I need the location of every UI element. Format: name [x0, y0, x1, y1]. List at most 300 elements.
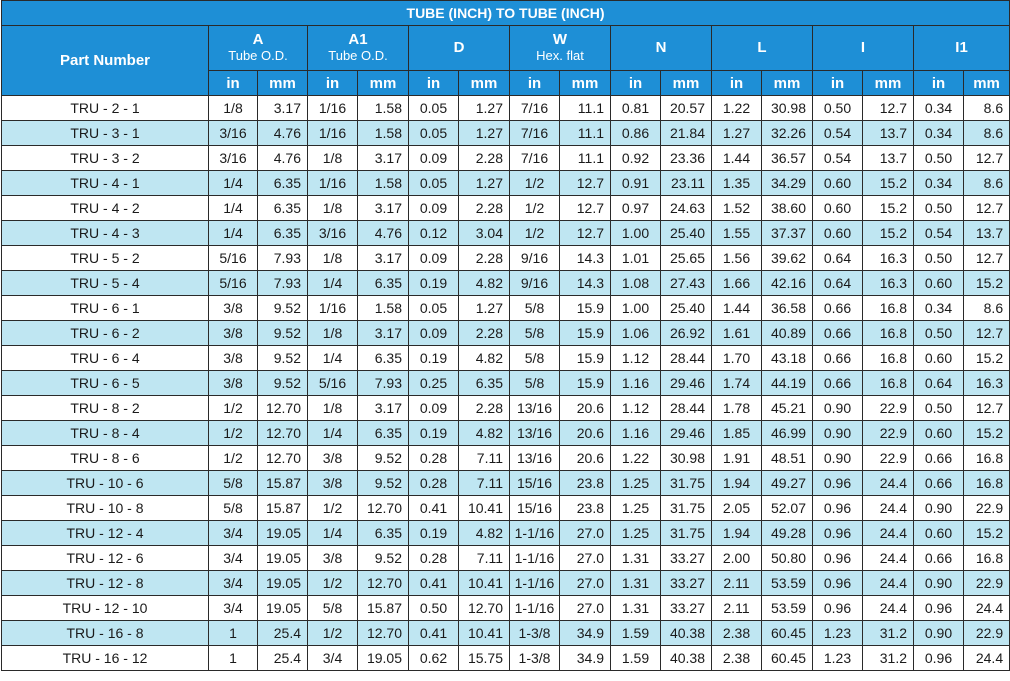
inch-cell: 0.96 — [914, 646, 964, 671]
mm-cell: 12.7 — [863, 96, 914, 121]
inch-cell: 1/2 — [308, 621, 358, 646]
mm-cell: 2.28 — [459, 146, 510, 171]
inch-cell: 1/8 — [209, 96, 258, 121]
mm-cell: 12.7 — [560, 196, 611, 221]
inch-cell: 1.94 — [712, 471, 762, 496]
mm-cell: 9.52 — [358, 546, 409, 571]
inch-cell: 1.55 — [712, 221, 762, 246]
inch-cell: 3/4 — [209, 546, 258, 571]
mm-cell: 24.4 — [863, 571, 914, 596]
mm-cell: 4.82 — [459, 421, 510, 446]
inch-cell: 1.25 — [611, 521, 661, 546]
inch-cell: 0.86 — [611, 121, 661, 146]
mm-cell: 22.9 — [863, 446, 914, 471]
mm-cell: 13.7 — [863, 121, 914, 146]
inch-cell: 7/16 — [510, 121, 560, 146]
inch-cell: 1.22 — [611, 446, 661, 471]
mm-cell: 27.0 — [560, 596, 611, 621]
mm-cell: 20.6 — [560, 396, 611, 421]
inch-cell: 0.05 — [409, 296, 459, 321]
mm-cell: 19.05 — [258, 546, 308, 571]
table-row — [2, 121, 1010, 146]
mm-cell: 22.9 — [964, 571, 1010, 596]
table-row — [2, 346, 1010, 371]
inch-cell: 0.66 — [813, 321, 863, 346]
inch-cell: 0.12 — [409, 221, 459, 246]
mm-cell: 39.62 — [762, 246, 813, 271]
unit-header: in — [611, 71, 661, 96]
column-group-header — [813, 26, 914, 71]
mm-cell: 25.4 — [258, 621, 308, 646]
mm-cell: 12.7 — [964, 246, 1010, 271]
inch-cell: 1.23 — [813, 646, 863, 671]
table-row — [2, 646, 1010, 671]
inch-cell: 3/8 — [209, 296, 258, 321]
inch-cell: 1.12 — [611, 396, 661, 421]
inch-cell: 1-1/16 — [510, 596, 560, 621]
part-number-cell: TRU - 6 - 4 — [2, 346, 209, 371]
inch-cell: 13/16 — [510, 421, 560, 446]
mm-cell: 20.6 — [560, 421, 611, 446]
mm-cell: 3.17 — [358, 146, 409, 171]
inch-cell: 5/16 — [209, 271, 258, 296]
inch-cell: 1.66 — [712, 271, 762, 296]
mm-cell: 12.70 — [459, 596, 510, 621]
part-number-cell: TRU - 12 - 6 — [2, 546, 209, 571]
inch-cell: 0.64 — [813, 271, 863, 296]
mm-cell: 15.2 — [964, 271, 1010, 296]
inch-cell: 0.19 — [409, 271, 459, 296]
table-row — [2, 146, 1010, 171]
mm-cell: 40.89 — [762, 321, 813, 346]
mm-cell: 6.35 — [358, 521, 409, 546]
mm-cell: 16.8 — [863, 321, 914, 346]
column-group-header — [409, 26, 510, 71]
mm-cell: 1.58 — [358, 171, 409, 196]
mm-cell: 4.82 — [459, 521, 510, 546]
inch-cell: 1.35 — [712, 171, 762, 196]
inch-cell: 0.96 — [914, 596, 964, 621]
mm-cell: 20.6 — [560, 446, 611, 471]
mm-cell: 6.35 — [258, 196, 308, 221]
column-group-header — [308, 26, 409, 71]
mm-cell: 16.8 — [964, 546, 1010, 571]
table-row — [2, 371, 1010, 396]
mm-cell: 16.8 — [964, 471, 1010, 496]
inch-cell: 0.19 — [409, 521, 459, 546]
mm-cell: 24.4 — [863, 521, 914, 546]
inch-cell: 1/16 — [308, 96, 358, 121]
mm-cell: 14.3 — [560, 271, 611, 296]
mm-cell: 25.40 — [661, 296, 712, 321]
unit-header: mm — [863, 71, 914, 96]
mm-cell: 12.7 — [964, 196, 1010, 221]
inch-cell: 0.60 — [914, 521, 964, 546]
inch-cell: 0.41 — [409, 621, 459, 646]
inch-cell: 0.91 — [611, 171, 661, 196]
table-row — [2, 496, 1010, 521]
mm-cell: 23.36 — [661, 146, 712, 171]
mm-cell: 22.9 — [964, 496, 1010, 521]
inch-cell: 3/8 — [308, 471, 358, 496]
mm-cell: 9.52 — [258, 346, 308, 371]
table-row — [2, 396, 1010, 421]
inch-cell: 15/16 — [510, 496, 560, 521]
inch-cell: 0.60 — [813, 221, 863, 246]
mm-cell: 1.27 — [459, 121, 510, 146]
table-row — [2, 571, 1010, 596]
mm-cell: 6.35 — [358, 271, 409, 296]
part-number-cell: TRU - 12 - 10 — [2, 596, 209, 621]
mm-cell: 53.59 — [762, 571, 813, 596]
mm-cell: 16.8 — [863, 371, 914, 396]
column-group-header — [611, 26, 712, 71]
mm-cell: 15.75 — [459, 646, 510, 671]
mm-cell: 3.17 — [358, 321, 409, 346]
inch-cell: 1/8 — [308, 396, 358, 421]
mm-cell: 25.65 — [661, 246, 712, 271]
mm-cell: 8.6 — [964, 96, 1010, 121]
inch-cell: 1.70 — [712, 346, 762, 371]
table-title: TUBE (INCH) TO TUBE (INCH) — [2, 1, 1010, 26]
mm-cell: 13.7 — [964, 221, 1010, 246]
part-number-cell: TRU - 10 - 6 — [2, 471, 209, 496]
inch-cell: 1/8 — [308, 321, 358, 346]
mm-cell: 60.45 — [762, 621, 813, 646]
part-number-cell: TRU - 8 - 4 — [2, 421, 209, 446]
table-row — [2, 546, 1010, 571]
mm-cell: 1.58 — [358, 296, 409, 321]
inch-cell: 3/8 — [308, 546, 358, 571]
inch-cell: 0.54 — [914, 221, 964, 246]
inch-cell: 1/2 — [510, 221, 560, 246]
inch-cell: 0.41 — [409, 571, 459, 596]
mm-cell: 10.41 — [459, 571, 510, 596]
column-group-sublabel: Hex. flat — [536, 48, 584, 63]
mm-cell: 3.17 — [358, 396, 409, 421]
inch-cell: 0.28 — [409, 546, 459, 571]
inch-cell: 1.25 — [611, 496, 661, 521]
inch-cell: 0.50 — [409, 596, 459, 621]
inch-cell: 0.90 — [813, 421, 863, 446]
mm-cell: 30.98 — [661, 446, 712, 471]
mm-cell: 50.80 — [762, 546, 813, 571]
mm-cell: 45.21 — [762, 396, 813, 421]
inch-cell: 1.59 — [611, 621, 661, 646]
mm-cell: 33.27 — [661, 571, 712, 596]
inch-cell: 3/8 — [209, 346, 258, 371]
mm-cell: 1.27 — [459, 296, 510, 321]
inch-cell: 2.38 — [712, 646, 762, 671]
mm-cell: 28.44 — [661, 346, 712, 371]
inch-cell: 1/4 — [308, 271, 358, 296]
mm-cell: 2.28 — [459, 321, 510, 346]
mm-cell: 9.52 — [258, 296, 308, 321]
mm-cell: 4.76 — [258, 146, 308, 171]
inch-cell: 0.81 — [611, 96, 661, 121]
inch-cell: 1-1/16 — [510, 546, 560, 571]
mm-cell: 34.9 — [560, 646, 611, 671]
mm-cell: 60.45 — [762, 646, 813, 671]
inch-cell: 2.00 — [712, 546, 762, 571]
mm-cell: 2.28 — [459, 246, 510, 271]
mm-cell: 6.35 — [358, 421, 409, 446]
mm-cell: 24.4 — [964, 646, 1010, 671]
inch-cell: 0.09 — [409, 321, 459, 346]
table-row — [2, 271, 1010, 296]
part-number-cell: TRU - 6 - 1 — [2, 296, 209, 321]
inch-cell: 5/8 — [209, 471, 258, 496]
inch-cell: 0.05 — [409, 171, 459, 196]
mm-cell: 31.2 — [863, 646, 914, 671]
mm-cell: 3.17 — [258, 96, 308, 121]
inch-cell: 3/4 — [209, 571, 258, 596]
part-number-cell: TRU - 4 - 3 — [2, 221, 209, 246]
unit-header: mm — [964, 71, 1010, 96]
inch-cell: 1.16 — [611, 371, 661, 396]
inch-cell: 13/16 — [510, 396, 560, 421]
inch-cell: 1/16 — [308, 121, 358, 146]
inch-cell: 0.05 — [409, 121, 459, 146]
inch-cell: 0.50 — [914, 396, 964, 421]
inch-cell: 0.60 — [914, 271, 964, 296]
inch-cell: 1.31 — [611, 546, 661, 571]
mm-cell: 15.2 — [964, 521, 1010, 546]
inch-cell: 0.66 — [813, 371, 863, 396]
inch-cell: 1.16 — [611, 421, 661, 446]
inch-cell: 7/16 — [510, 146, 560, 171]
mm-cell: 15.9 — [560, 321, 611, 346]
mm-cell: 15.2 — [964, 346, 1010, 371]
mm-cell: 25.4 — [258, 646, 308, 671]
mm-cell: 19.05 — [258, 571, 308, 596]
column-group-sublabel: Tube O.D. — [228, 48, 288, 63]
mm-cell: 44.19 — [762, 371, 813, 396]
mm-cell: 23.8 — [560, 471, 611, 496]
inch-cell: 1/2 — [308, 571, 358, 596]
mm-cell: 19.05 — [258, 521, 308, 546]
mm-cell: 1.27 — [459, 96, 510, 121]
column-group-label: L — [757, 39, 767, 56]
mm-cell: 15.2 — [863, 171, 914, 196]
inch-cell: 0.50 — [813, 96, 863, 121]
inch-cell: 3/8 — [308, 446, 358, 471]
mm-cell: 15.87 — [258, 471, 308, 496]
column-group-header — [712, 26, 813, 71]
part-number-cell: TRU - 6 - 5 — [2, 371, 209, 396]
mm-cell: 1.58 — [358, 121, 409, 146]
inch-cell: 0.60 — [914, 421, 964, 446]
mm-cell: 16.3 — [863, 246, 914, 271]
table-row — [2, 96, 1010, 121]
mm-cell: 2.28 — [459, 196, 510, 221]
mm-cell: 15.87 — [258, 496, 308, 521]
mm-cell: 27.43 — [661, 271, 712, 296]
mm-cell: 23.8 — [560, 496, 611, 521]
inch-cell: 0.96 — [813, 571, 863, 596]
unit-header: mm — [560, 71, 611, 96]
mm-cell: 12.7 — [964, 396, 1010, 421]
inch-cell: 9/16 — [510, 246, 560, 271]
inch-cell: 0.90 — [813, 446, 863, 471]
inch-cell: 0.28 — [409, 446, 459, 471]
part-number-cell: TRU - 16 - 8 — [2, 621, 209, 646]
inch-cell: 1.25 — [611, 471, 661, 496]
inch-cell: 0.19 — [409, 421, 459, 446]
mm-cell: 12.70 — [358, 621, 409, 646]
mm-cell: 36.58 — [762, 296, 813, 321]
mm-cell: 32.26 — [762, 121, 813, 146]
mm-cell: 12.7 — [964, 146, 1010, 171]
mm-cell: 7.93 — [258, 246, 308, 271]
inch-cell: 1.08 — [611, 271, 661, 296]
mm-cell: 16.8 — [863, 346, 914, 371]
mm-cell: 43.18 — [762, 346, 813, 371]
inch-cell: 0.19 — [409, 346, 459, 371]
inch-cell: 1/2 — [510, 171, 560, 196]
mm-cell: 27.0 — [560, 546, 611, 571]
table-body — [2, 96, 1010, 671]
inch-cell: 1/8 — [308, 146, 358, 171]
mm-cell: 24.63 — [661, 196, 712, 221]
inch-cell: 0.09 — [409, 246, 459, 271]
mm-cell: 16.3 — [863, 271, 914, 296]
mm-cell: 29.46 — [661, 421, 712, 446]
inch-cell: 0.09 — [409, 196, 459, 221]
column-group-label: A — [252, 31, 264, 48]
part-number-cell: TRU - 8 - 6 — [2, 446, 209, 471]
mm-cell: 3.17 — [358, 196, 409, 221]
inch-cell: 1-1/16 — [510, 521, 560, 546]
mm-cell: 1.27 — [459, 171, 510, 196]
inch-cell: 3/16 — [308, 221, 358, 246]
part-number-cell: TRU - 10 - 8 — [2, 496, 209, 521]
column-group-header — [510, 26, 611, 71]
inch-cell: 0.96 — [813, 546, 863, 571]
mm-cell: 10.41 — [459, 621, 510, 646]
part-number-cell: TRU - 3 - 2 — [2, 146, 209, 171]
inch-cell: 0.62 — [409, 646, 459, 671]
inch-cell: 15/16 — [510, 471, 560, 496]
mm-cell: 6.35 — [258, 171, 308, 196]
inch-cell: 1.91 — [712, 446, 762, 471]
mm-cell: 15.9 — [560, 296, 611, 321]
inch-cell: 0.92 — [611, 146, 661, 171]
inch-cell: 1/2 — [209, 396, 258, 421]
mm-cell: 42.16 — [762, 271, 813, 296]
inch-cell: 3/8 — [209, 321, 258, 346]
mm-cell: 12.70 — [358, 496, 409, 521]
inch-cell: 0.60 — [813, 171, 863, 196]
mm-cell: 36.57 — [762, 146, 813, 171]
mm-cell: 11.1 — [560, 146, 611, 171]
inch-cell: 0.09 — [409, 396, 459, 421]
mm-cell: 12.7 — [560, 221, 611, 246]
mm-cell: 31.75 — [661, 521, 712, 546]
inch-cell: 0.96 — [813, 596, 863, 621]
inch-cell: 0.90 — [914, 621, 964, 646]
inch-cell: 0.50 — [914, 196, 964, 221]
unit-header: in — [813, 71, 863, 96]
inch-cell: 5/8 — [510, 346, 560, 371]
mm-cell: 6.35 — [258, 221, 308, 246]
mm-cell: 26.92 — [661, 321, 712, 346]
mm-cell: 24.4 — [863, 546, 914, 571]
inch-cell: 5/8 — [510, 371, 560, 396]
inch-cell: 0.34 — [914, 296, 964, 321]
mm-cell: 20.57 — [661, 96, 712, 121]
mm-cell: 46.99 — [762, 421, 813, 446]
mm-cell: 40.38 — [661, 621, 712, 646]
inch-cell: 1/16 — [308, 296, 358, 321]
inch-cell: 0.28 — [409, 471, 459, 496]
part-number-cell: TRU - 16 - 12 — [2, 646, 209, 671]
mm-cell: 31.2 — [863, 621, 914, 646]
inch-cell: 1/4 — [209, 221, 258, 246]
mm-cell: 15.2 — [964, 421, 1010, 446]
inch-cell: 1.12 — [611, 346, 661, 371]
mm-cell: 24.4 — [964, 596, 1010, 621]
mm-cell: 27.0 — [560, 571, 611, 596]
mm-cell: 38.60 — [762, 196, 813, 221]
part-number-cell: TRU - 2 - 1 — [2, 96, 209, 121]
mm-cell: 12.7 — [964, 321, 1010, 346]
inch-cell: 1-1/16 — [510, 571, 560, 596]
mm-cell: 9.52 — [258, 371, 308, 396]
mm-cell: 4.76 — [258, 121, 308, 146]
column-group-sublabel: Tube O.D. — [328, 48, 388, 63]
table-row — [2, 596, 1010, 621]
inch-cell: 1.52 — [712, 196, 762, 221]
inch-cell: 0.90 — [914, 496, 964, 521]
mm-cell: 2.28 — [459, 396, 510, 421]
mm-cell: 22.9 — [863, 396, 914, 421]
mm-cell: 10.41 — [459, 496, 510, 521]
inch-cell: 0.50 — [914, 146, 964, 171]
mm-cell: 29.46 — [661, 371, 712, 396]
inch-cell: 0.34 — [914, 121, 964, 146]
inch-cell: 0.54 — [813, 121, 863, 146]
mm-cell: 9.52 — [358, 471, 409, 496]
inch-cell: 1/4 — [308, 421, 358, 446]
mm-cell: 8.6 — [964, 296, 1010, 321]
mm-cell: 9.52 — [258, 321, 308, 346]
column-group-label: A1 — [348, 31, 368, 48]
inch-cell: 1.06 — [611, 321, 661, 346]
table-row — [2, 296, 1010, 321]
table-row — [2, 196, 1010, 221]
inch-cell: 1/4 — [209, 196, 258, 221]
mm-cell: 12.70 — [258, 396, 308, 421]
inch-cell: 1.61 — [712, 321, 762, 346]
inch-cell: 1.44 — [712, 146, 762, 171]
inch-cell: 1.78 — [712, 396, 762, 421]
inch-cell: 0.66 — [914, 471, 964, 496]
mm-cell: 12.70 — [358, 571, 409, 596]
mm-cell: 9.52 — [358, 446, 409, 471]
mm-cell: 7.93 — [258, 271, 308, 296]
table-row — [2, 321, 1010, 346]
unit-header: in — [308, 71, 358, 96]
inch-cell: 0.50 — [914, 321, 964, 346]
inch-cell: 1/2 — [209, 446, 258, 471]
mm-cell: 3.17 — [358, 246, 409, 271]
inch-cell: 3/4 — [209, 521, 258, 546]
inch-cell: 2.05 — [712, 496, 762, 521]
mm-cell: 24.4 — [863, 596, 914, 621]
inch-cell: 0.34 — [914, 96, 964, 121]
inch-cell: 1.27 — [712, 121, 762, 146]
